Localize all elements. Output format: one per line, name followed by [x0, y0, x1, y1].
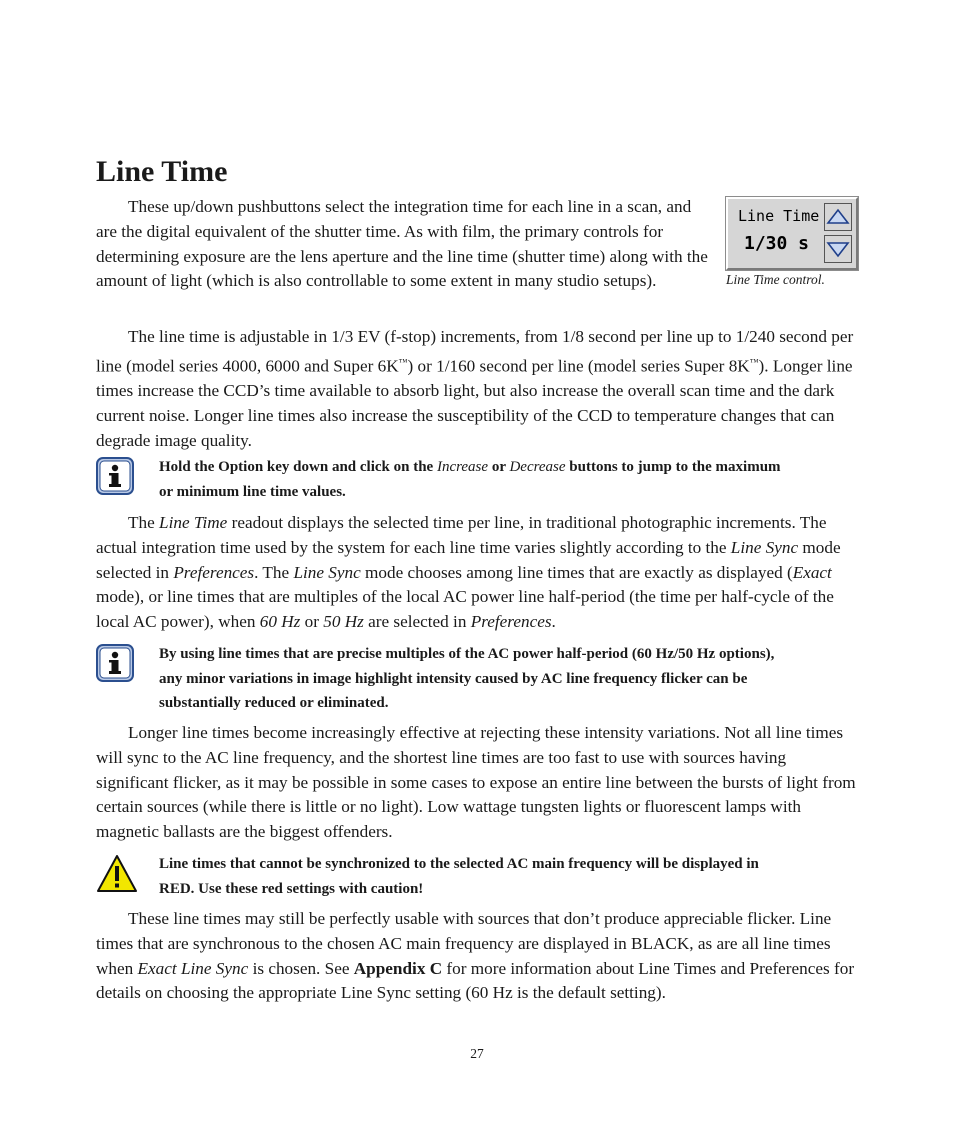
increase-term: Increase — [436, 459, 489, 475]
p2-a: The line time is adjustable in 1/3 EV (f-stop) increments, from 1/8 second per line up to 1/240 second per line (model series 4000, 6000 and Super 6K — [96, 327, 854, 376]
info-icon — [96, 644, 134, 682]
trademark-6k: ™ — [398, 356, 408, 367]
p2-c: ). Longer line times increase the CCD’s time available to absorb light, but also increase the overall scan time and the dark current noise. Longer line times also increase the susceptibility of the CCD to temperature changes that can degrade image quality. — [96, 356, 853, 450]
decrease-button[interactable] — [824, 235, 852, 263]
figure-caption: Line Time control. — [726, 272, 825, 287]
appendix-c-reference: Appendix C — [353, 958, 443, 978]
arrow-down-icon — [825, 236, 851, 262]
info-note-text: By using line times that are precise multiples of the AC power half-period (60 Hz/50 Hz options), any minor variations in image highlight intensity caused by AC line frequency flicker can be substantially reduced or eliminated. — [159, 646, 775, 711]
info-note-option-key — [96, 455, 796, 504]
line-time-control — [726, 197, 858, 270]
increase-button[interactable] — [824, 203, 852, 231]
paragraph-rejection-text: Longer line times become increasingly effective at rejecting these intensity variations. Not all line times will sync to the AC line frequency, and the shortest line times are too fast to use with sources having significant flicker, as it may be possible in some cases to expose an entire line between the bursts of light from certain sources (while there is little or no light). Low wattage tungsten lights or fluorescent lamps with magnetic ballasts are the biggest offenders. — [96, 723, 856, 842]
paragraph-intro — [96, 195, 716, 294]
warning-icon — [96, 854, 138, 894]
arrow-up-icon — [825, 204, 851, 230]
p2-b: ) or 1/160 second per line (model series Super 8K — [407, 356, 750, 376]
info-note-text: Hold the Option key down and click on the Increase or Decrease buttons to jump to the maximum or minimum line time values. — [159, 459, 781, 500]
info-icon — [96, 457, 134, 495]
exact-line-sync-term: Exact Line Sync — [137, 958, 249, 978]
section-title: Line Time — [96, 155, 228, 188]
paragraph-synchronous: These line times may still be perfectly usable with sources that don’t produce appreciable flicker. Line times that are synchronous to the chosen AC main frequency are displayed in BLACK, as are all line times when Exact Line Sync is chosen. See Appendix C for more information about Line Times and Preferences for details on choosing the appropriate Line Sync setting (60 Hz is the default setting). — [96, 909, 855, 1003]
trademark-8k: ™ — [749, 356, 759, 367]
line-time-value: 1/30 s — [744, 233, 810, 254]
warning-note — [96, 852, 796, 901]
info-note-ac-power — [96, 642, 796, 716]
page-number: 27 — [470, 1046, 484, 1061]
decrease-term: Decrease — [509, 459, 566, 475]
paragraph-adjustable — [96, 325, 858, 454]
line-time-label: Line Time — [738, 207, 820, 225]
warning-note-text: Line times that cannot be synchronized to the selected AC main frequency will be displayed in RED. Use these red settings with caution! — [159, 856, 759, 897]
paragraph-readout: The Line Time readout displays the selected time per line, in traditional photographic increments. The actual integration time used by the system for each line time varies slightly according to the Line Sync mode selected in Preferences. The Line Sync mode chooses among line times that are exactly as displayed (Exact mode), or line times that are multiples of the local AC power line half-period (the time per half-cycle of the local AC power), when 60 Hz or 50 Hz are selected in Preferences. — [96, 513, 841, 632]
line-time-control-figure — [726, 197, 858, 270]
paragraph-rejection — [96, 721, 858, 845]
paragraph-intro-text: These up/down pushbuttons select the integration time for each line in a scan, and are the digital equivalent of the shutter time. As with film, the primary controls for determining exposure are the lens aperture and the line time (shutter time) along with the amount of light (which is also controllable to some extent in many studio setups). — [96, 197, 708, 291]
